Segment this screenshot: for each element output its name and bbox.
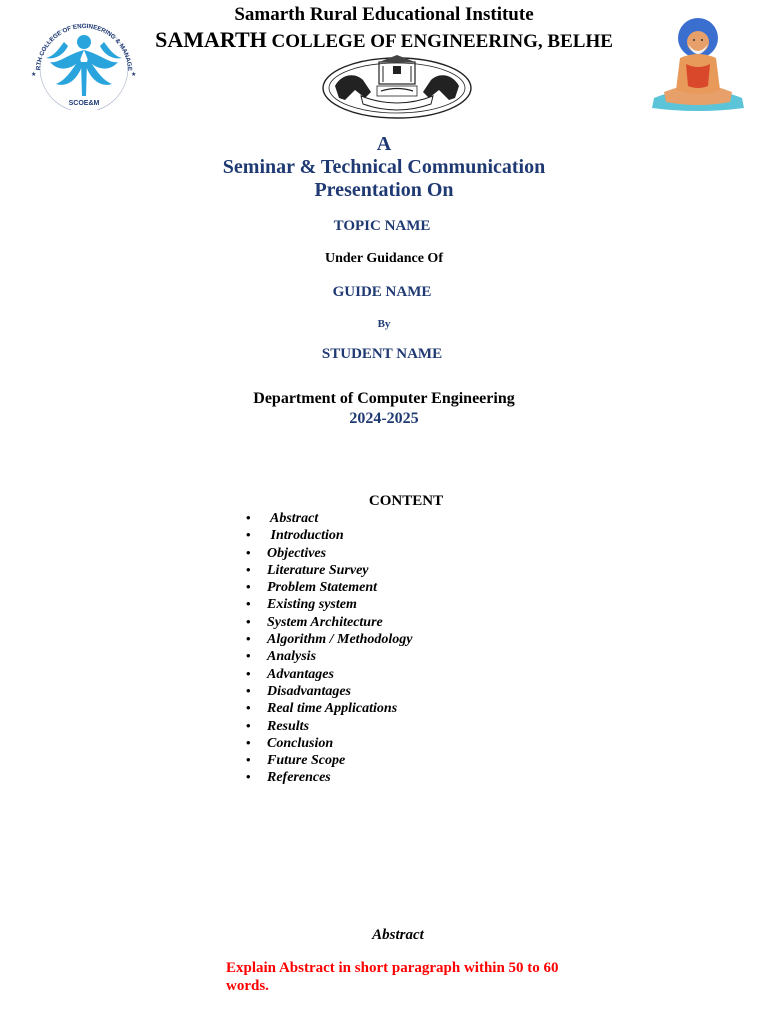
guide-name: GUIDE NAME bbox=[332, 284, 432, 300]
contents-item bbox=[246, 699, 412, 716]
contents-heading: CONTENT bbox=[368, 493, 444, 509]
bullet-icon: • bbox=[246, 717, 251, 733]
contents-item-label: Future Scope bbox=[267, 753, 346, 769]
bullet-icon: • bbox=[246, 527, 251, 543]
contents-item bbox=[246, 544, 412, 561]
contents-item bbox=[246, 595, 412, 612]
academic-year: 2024-2025 bbox=[349, 410, 419, 427]
contents-item bbox=[246, 682, 412, 699]
contents-item-label: Problem Statement bbox=[267, 580, 378, 596]
bullet-icon: • bbox=[246, 752, 251, 768]
contents-list bbox=[246, 509, 412, 786]
contents-item bbox=[246, 561, 412, 578]
bullet-icon: • bbox=[246, 665, 251, 681]
contents-item-label: Algorithm / Methodology bbox=[267, 632, 413, 648]
contents-item-label: Literature Survey bbox=[267, 562, 369, 578]
college-name-rest: COLLEGE OF ENGINEERING, BELHE bbox=[266, 31, 613, 52]
contents-item-label: Results bbox=[267, 718, 310, 734]
contents-item bbox=[246, 768, 412, 785]
institute-name: Samarth Rural Educational Institute bbox=[234, 4, 534, 25]
topic-name: TOPIC NAME bbox=[333, 218, 431, 234]
bullet-icon: • bbox=[246, 682, 251, 698]
logo-caption: SCOE&M bbox=[68, 100, 100, 107]
bullet-icon: • bbox=[246, 769, 251, 785]
contents-item bbox=[246, 734, 412, 751]
title-line-seminar: Seminar & Technical Communication bbox=[222, 156, 546, 178]
contents-item-label: Conclusion bbox=[267, 735, 334, 751]
contents-item-label: Disadvantages bbox=[267, 683, 351, 699]
contents-item bbox=[246, 630, 412, 647]
bullet-icon: • bbox=[246, 700, 251, 716]
guidance-label: Under Guidance Of bbox=[325, 251, 443, 266]
contents-item bbox=[246, 613, 412, 630]
bullet-icon: • bbox=[246, 648, 251, 664]
bullet-icon: • bbox=[246, 596, 251, 612]
bullet-icon: • bbox=[246, 510, 251, 525]
contents-item-label: Real time Applications bbox=[267, 701, 398, 717]
svg-text:★: ★ bbox=[31, 72, 37, 78]
contents-item bbox=[246, 647, 412, 664]
bullet-icon: • bbox=[246, 544, 251, 560]
contents-item bbox=[246, 578, 412, 595]
contents-item bbox=[246, 751, 412, 768]
contents-item-label: Analysis bbox=[267, 649, 317, 665]
department-name: Department of Computer Engineering bbox=[253, 390, 515, 407]
saint-portrait-icon bbox=[650, 14, 746, 112]
title-line-a: A bbox=[376, 133, 392, 155]
contents-item bbox=[246, 717, 412, 734]
contents-item-label: Introduction bbox=[267, 528, 344, 544]
contents-item-label: Existing system bbox=[267, 597, 357, 613]
bullet-icon: • bbox=[246, 734, 251, 750]
by-label: By bbox=[377, 318, 391, 330]
svg-text:★: ★ bbox=[131, 72, 137, 78]
bullet-icon: • bbox=[246, 613, 251, 629]
college-name-prefix: SAMARTH bbox=[155, 27, 267, 52]
contents-item bbox=[246, 509, 412, 526]
student-name: STUDENT NAME bbox=[321, 346, 443, 362]
bullet-icon: • bbox=[246, 579, 251, 595]
logo-ring-text: RTH COLLEGE OF ENGINEERING & MANAGE bbox=[34, 22, 134, 72]
abstract-instruction: Explain Abstract in short paragraph within 50 to 60 words. bbox=[226, 960, 559, 994]
contents-item-label: System Architecture bbox=[267, 614, 383, 630]
contents-item-label: Advantages bbox=[267, 666, 334, 682]
contents-item-label: References bbox=[267, 770, 331, 786]
bullet-icon: • bbox=[246, 631, 251, 647]
contents-item bbox=[246, 526, 412, 543]
title-line-presentation: Presentation On bbox=[314, 179, 454, 201]
bullet-icon: • bbox=[246, 561, 251, 577]
contents-item-label: Abstract bbox=[267, 511, 319, 526]
contents-item-label: Objectives bbox=[267, 545, 327, 561]
contents-item bbox=[246, 665, 412, 682]
abstract-heading: Abstract bbox=[372, 927, 424, 943]
university-emblem-icon bbox=[321, 52, 473, 120]
